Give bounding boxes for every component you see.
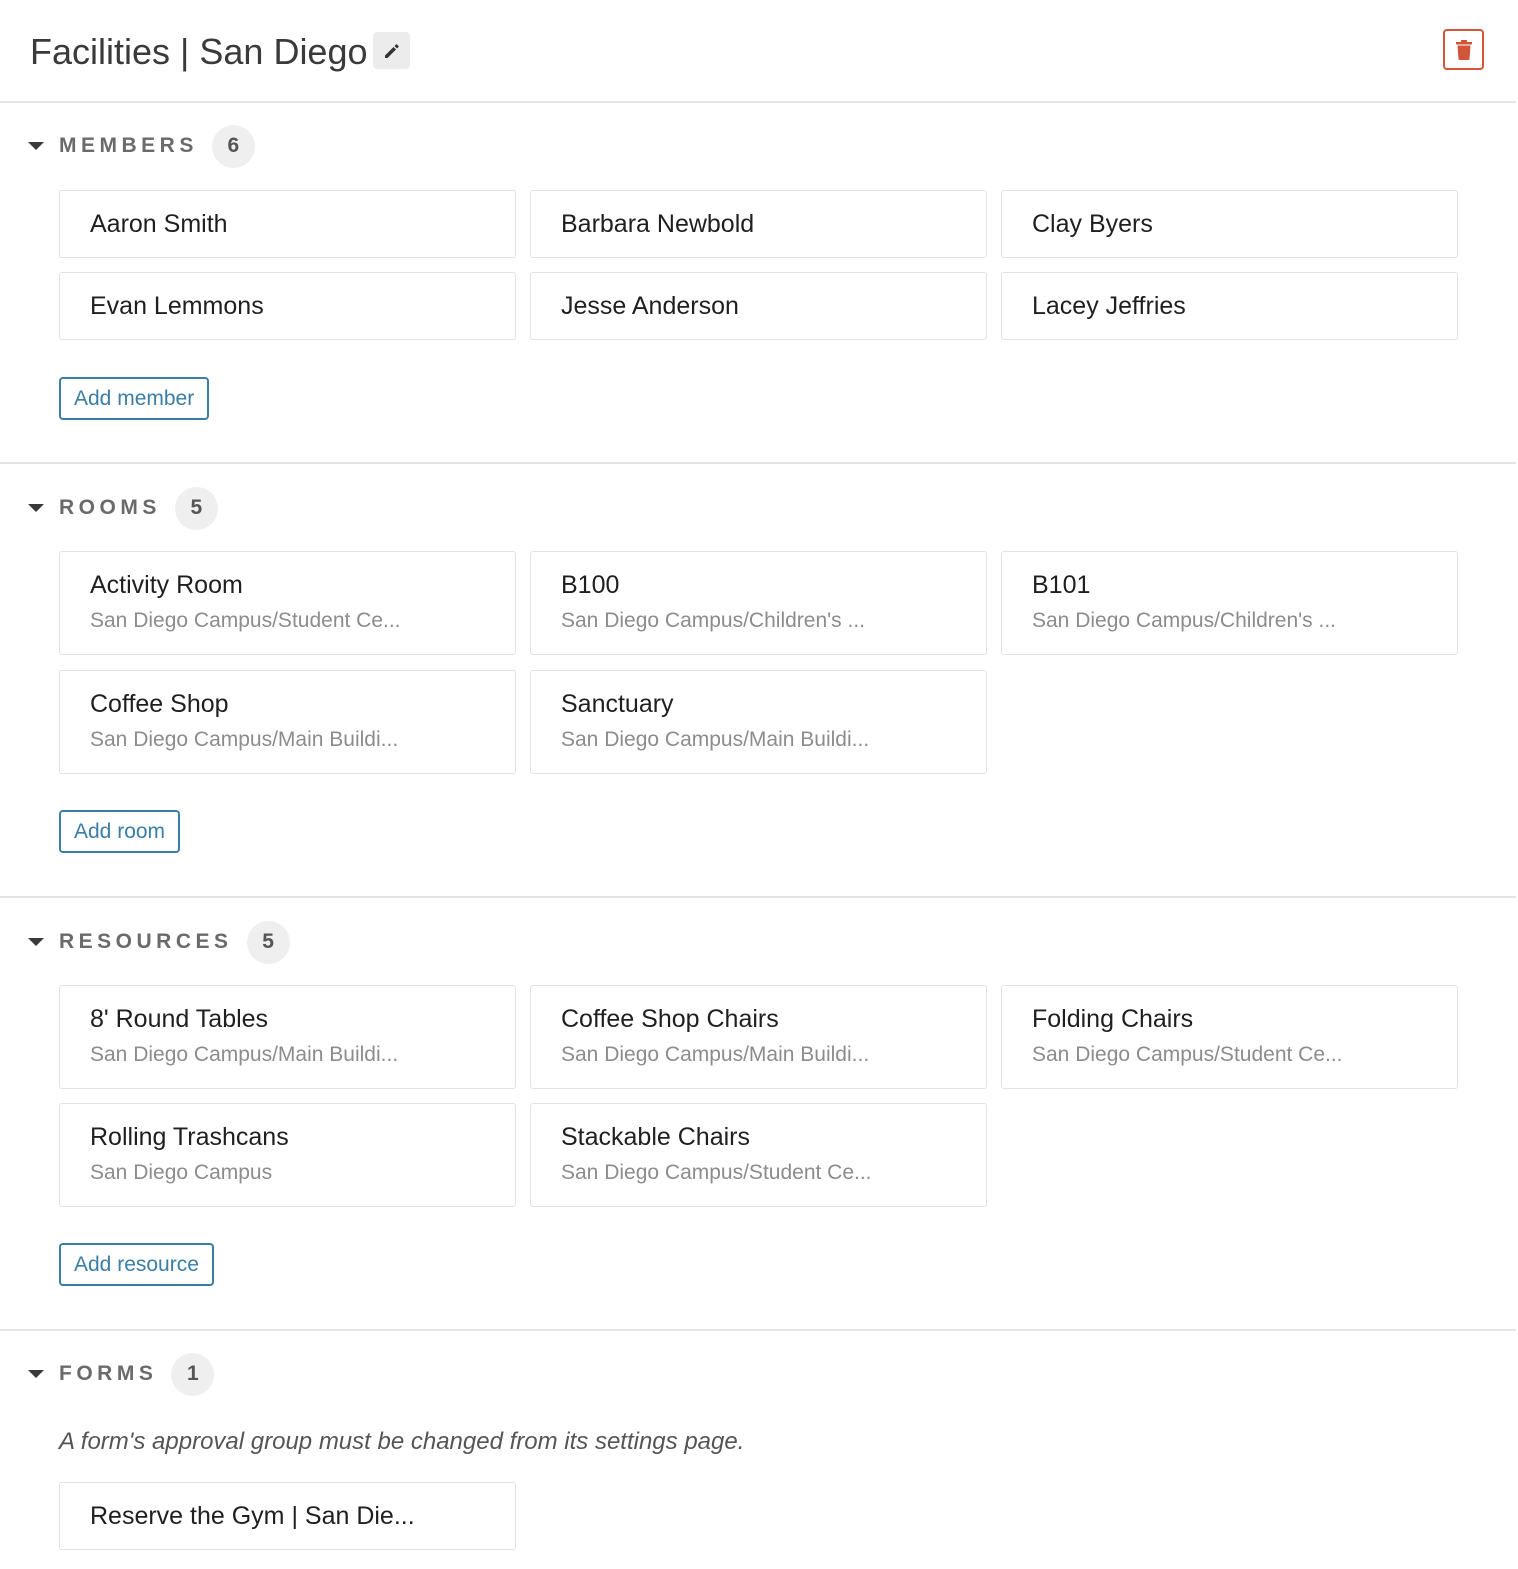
resources-title: RESOURCES — [59, 930, 233, 953]
resource-card[interactable] — [1001, 985, 1458, 1089]
section-divider — [0, 1329, 1516, 1331]
room-name: Activity Room — [90, 571, 243, 599]
section-divider — [0, 462, 1516, 464]
form-card[interactable] — [59, 1482, 516, 1550]
room-card[interactable] — [530, 551, 987, 655]
collapse-caret-icon[interactable] — [28, 938, 44, 946]
room-name: Sanctuary — [561, 690, 674, 718]
resource-location: San Diego Campus/Student Ce... — [1032, 1043, 1343, 1066]
member-name: Jesse Anderson — [561, 292, 739, 320]
page-header — [0, 0, 1516, 103]
resource-location: San Diego Campus/Main Buildi... — [561, 1043, 870, 1066]
resource-name: Stackable Chairs — [561, 1123, 750, 1151]
form-name: Reserve the Gym | San Die... — [90, 1502, 415, 1530]
resource-card[interactable] — [530, 985, 987, 1089]
resource-card[interactable] — [59, 1103, 516, 1207]
member-name: Barbara Newbold — [561, 210, 755, 238]
resource-location: San Diego Campus/Student Ce... — [561, 1161, 872, 1184]
room-card[interactable] — [59, 670, 516, 774]
resource-location: San Diego Campus/Main Buildi... — [90, 1043, 399, 1066]
resource-location: San Diego Campus — [90, 1161, 273, 1184]
member-card[interactable] — [1001, 190, 1458, 258]
resource-name: Rolling Trashcans — [90, 1123, 289, 1151]
delete-button[interactable] — [1443, 29, 1484, 70]
rooms-title: ROOMS — [59, 496, 161, 519]
edit-title-button[interactable] — [373, 32, 410, 69]
resource-name: 8' Round Tables — [90, 1005, 269, 1033]
room-location: San Diego Campus/Main Buildi... — [90, 728, 399, 751]
room-location: San Diego Campus/Children's ... — [1032, 609, 1336, 632]
forms-title: FORMS — [59, 1362, 158, 1385]
member-card[interactable] — [1001, 272, 1458, 340]
room-location: San Diego Campus/Main Buildi... — [561, 728, 870, 751]
forms-count-badge: 1 — [171, 1353, 214, 1396]
room-location: San Diego Campus/Children's ... — [561, 609, 865, 632]
pencil-icon — [383, 42, 401, 60]
room-name: Coffee Shop — [90, 690, 229, 718]
resource-card[interactable] — [59, 985, 516, 1089]
room-card[interactable] — [59, 551, 516, 655]
rooms-count-badge: 5 — [175, 487, 218, 530]
member-name: Clay Byers — [1032, 210, 1153, 238]
page-title: Facilities | San Diego — [30, 31, 368, 72]
resource-name: Folding Chairs — [1032, 1005, 1194, 1033]
member-card[interactable] — [59, 272, 516, 340]
add-resource-button[interactable]: Add resource — [59, 1243, 214, 1286]
members-section-header[interactable] — [28, 125, 255, 167]
add-member-button[interactable]: Add member — [59, 377, 209, 420]
collapse-caret-icon[interactable] — [28, 142, 44, 150]
member-name: Evan Lemmons — [90, 292, 264, 320]
room-card[interactable] — [530, 670, 987, 774]
room-card[interactable] — [1001, 551, 1458, 655]
member-name: Aaron Smith — [90, 210, 228, 238]
collapse-caret-icon[interactable] — [28, 504, 44, 512]
member-card[interactable] — [530, 190, 987, 258]
resource-name: Coffee Shop Chairs — [561, 1005, 779, 1033]
resource-card[interactable] — [530, 1103, 987, 1207]
room-name: B101 — [1032, 571, 1091, 599]
room-location: San Diego Campus/Student Ce... — [90, 609, 401, 632]
member-name: Lacey Jeffries — [1032, 292, 1186, 320]
resources-count-badge: 5 — [247, 921, 290, 964]
section-divider — [0, 896, 1516, 898]
room-name: B100 — [561, 571, 620, 599]
rooms-section-header[interactable] — [28, 487, 218, 529]
members-title: MEMBERS — [59, 134, 198, 157]
members-count-badge: 6 — [212, 125, 255, 168]
member-card[interactable] — [59, 190, 516, 258]
resources-section-header[interactable] — [28, 921, 290, 963]
collapse-caret-icon[interactable] — [28, 1370, 44, 1378]
trash-icon — [1456, 40, 1472, 60]
add-room-button[interactable]: Add room — [59, 810, 180, 853]
member-card[interactable] — [530, 272, 987, 340]
forms-note: A form's approval group must be changed from its settings page. — [59, 1428, 745, 1455]
forms-section-header[interactable] — [28, 1353, 214, 1395]
